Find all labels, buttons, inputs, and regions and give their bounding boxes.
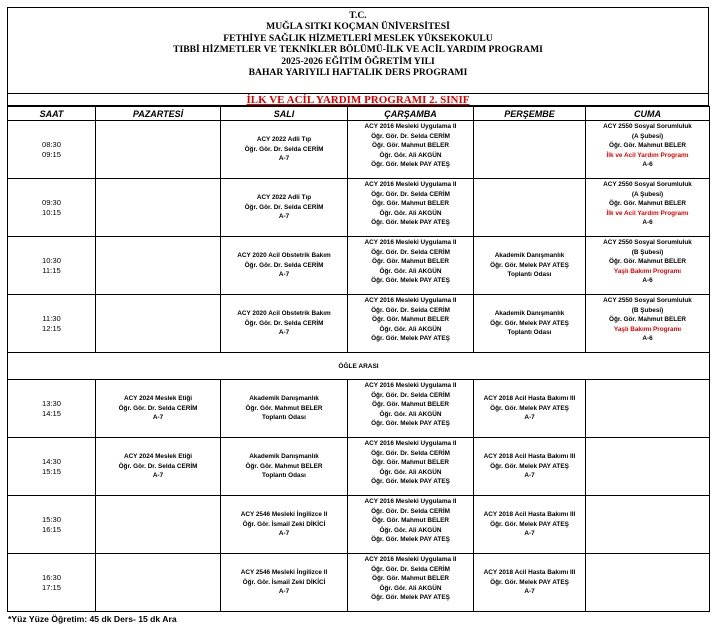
course-name: ACY 2550 Sosyal Sorumluluk [603,239,692,246]
course-detail: Öğr. Gör. Melek PAY ATEŞ [371,536,450,544]
course-detail: Öğr. Gör. Mahmut BELER [371,401,450,409]
course-detail: Öğr. Gör. Ali AKGÜN [379,584,442,592]
course-detail: A-6 [642,219,653,227]
class-cell-thursday [474,121,586,179]
course-detail: Öğr. Gör. Dr. Selda CERİM [371,507,450,515]
academic-year: 2025-2026 EĞİTİM ÖĞRETİM YILI [281,55,435,67]
course-name: Akademik Danışmanlık [249,395,319,403]
department-name: TIBBİ HİZMETLER VE TEKNİKLER BÖLÜMÜ-İLK VE ACİL YARDIM PROGRAMI [173,44,543,56]
footnote: *Yüz Yüze Öğretim: 45 dk Ders- 15 dk Ara [8,614,177,624]
program-title: İLK VE ACİL YARDIM PROGRAMI 2. SINIF [7,93,709,106]
course-detail: Öğr. Gör. Ali AKGÜN [379,325,442,333]
class-cell-thursday [474,295,586,353]
lunch-break-row [8,353,710,380]
course-detail: A-6 [642,335,653,343]
course-detail: Öğr. Gör. Mahmut BELER [245,462,323,470]
class-cell-thursday [474,237,586,295]
course-detail: Öğr. Gör. Melek PAY ATEŞ [490,578,569,586]
class-cell-thursday [474,496,586,554]
class-cell-tuesday [221,295,348,353]
course-detail: Öğr. Gör. Melek PAY ATEŞ [371,335,450,343]
course-detail: A-7 [278,329,290,337]
course-detail: Öğr. Gör. Mahmut BELER [371,316,450,324]
end-time: 10:15 [41,207,61,217]
start-time: 15:30 [41,514,61,524]
course-detail: Öğr. Gör. Dr. Selda CERİM [371,248,450,256]
course-detail: A-7 [278,155,290,163]
course-detail: Öğr. Gör. Dr. Selda CERİM [244,261,324,269]
school-name: FETHİYE SAĞLIK HİZMETLERİ MESLEK YÜKSEKOKULU [223,32,493,44]
time-slot-row [8,554,710,612]
class-cell-monday [96,179,221,237]
class-cell-wednesday [348,295,474,353]
course-detail: (B Şubesi) [631,248,664,256]
course-detail: Öğr. Gör. Melek PAY ATEŞ [490,261,569,269]
course-name: ACY 2016 Mesleki Uygulama II [364,181,457,188]
course-detail: Öğr. Gör. Dr. Selda CERİM [371,449,450,457]
class-cell-friday [586,179,710,237]
col-header-time: SAAT [8,107,96,121]
course-name: ACY 2020 Acil Obstetrik Bakım [237,252,331,260]
class-cell-tuesday [221,554,348,612]
time-cell [8,237,96,295]
university-name: MUĞLA SITKI KOÇMAN ÜNİVERSİTESİ [266,21,450,33]
course-detail: Öğr. Gör. Ali AKGÜN [379,526,442,534]
class-cell-thursday [474,380,586,438]
class-cell-thursday [474,554,586,612]
time-cell [8,380,96,438]
time-slot-row [8,237,710,295]
course-detail: Öğr. Gör. Ali AKGÜN [379,267,442,275]
course-detail: Öğr. Gör. Melek PAY ATEŞ [371,594,450,602]
class-cell-monday [96,237,221,295]
header-line: T.C. [349,10,367,21]
class-cell-friday [586,237,710,295]
course-detail: Toplantı Odası [262,472,306,480]
course-detail: Öğr. Gör. Melek PAY ATEŞ [371,161,450,169]
time-cell [8,295,96,353]
time-slot-row [8,121,710,179]
course-name: ACY 2016 Mesleki Uygulama II [364,440,457,447]
time-cell [8,438,96,496]
class-cell-friday [586,438,710,496]
start-time: 14:30 [41,456,61,466]
course-name: ACY 2550 Sosyal Sorumluluk [603,181,692,188]
schedule-title: BAHAR YARIYILI HAFTALIK DERS PROGRAMI [248,67,468,79]
course-detail: Öğr. Gör. Dr. Selda CERİM [244,145,324,153]
schedule-table [7,106,710,612]
course-name: ACY 2550 Sosyal Sorumluluk [603,123,692,130]
course-detail: A-6 [642,161,653,169]
course-detail: A-6 [642,277,653,285]
course-detail: (A Şubesi) [631,190,664,198]
course-detail: Öğr. Gör. Mahmut BELER [245,404,323,412]
course-detail: Öğr. Gör. Melek PAY ATEŞ [490,319,569,327]
course-detail: Öğr. Gör. Ali AKGÜN [379,209,442,217]
course-name: ACY 2020 Acil Obstetrik Bakım [237,310,331,318]
course-detail: Öğr. Gör. Melek PAY ATEŞ [490,462,569,470]
course-detail: Öğr. Gör. Mahmut BELER [371,517,450,525]
course-name: ACY 2024 Meslek Etiği [123,453,193,461]
end-time: 16:15 [41,524,61,534]
col-header-monday: PAZARTESİ [96,107,221,121]
course-name: ACY 2022 Adli Tıp [256,194,312,202]
course-name: ACY 2016 Mesleki Uygulama II [364,382,457,389]
col-header-tuesday: SALI [221,107,348,121]
schedule-sheet [7,7,709,626]
class-cell-wednesday [348,237,474,295]
course-name: ACY 2550 Sosyal Sorumluluk [603,297,692,304]
end-time: 14:15 [41,408,61,418]
class-cell-tuesday [221,237,348,295]
class-cell-tuesday [221,380,348,438]
time-slot-row [8,438,710,496]
course-detail: Öğr. Gör. Mahmut BELER [371,142,450,150]
course-detail: Öğr. Gör. Melek PAY ATEŞ [490,404,569,412]
course-name: Akademik Danışmanlık [494,252,565,260]
time-slot-row [8,380,710,438]
course-detail: Öğr. Gör. Mahmut BELER [608,200,687,208]
course-detail: (B Şubesi) [631,306,664,314]
class-cell-tuesday [221,496,348,554]
class-cell-friday [586,554,710,612]
class-cell-tuesday [221,121,348,179]
class-cell-monday [96,295,221,353]
class-cell-wednesday [348,438,474,496]
class-cell-monday [96,496,221,554]
class-cell-friday [586,496,710,554]
course-name: ACY 2024 Meslek Etiği [123,395,193,403]
class-cell-monday [96,121,221,179]
course-detail: Öğr. Gör. Melek PAY ATEŞ [371,277,450,285]
start-time: 09:30 [41,197,61,207]
course-detail: Öğr. Gör. Dr. Selda CERİM [371,132,450,140]
course-detail: Toplantı Odası [507,271,552,279]
course-detail: Öğr. Gör. Dr. Selda CERİM [371,565,450,573]
end-time: 09:15 [41,149,61,159]
col-header-friday: CUMA [586,107,710,121]
class-cell-friday [586,121,710,179]
course-detail: Öğr. Gör. Ali AKGÜN [379,468,442,476]
time-cell [8,554,96,612]
course-name: ACY 2016 Mesleki Uygulama II [364,239,457,246]
start-time: 16:30 [41,572,61,582]
course-detail: Öğr. Gör. Mahmut BELER [608,316,687,324]
course-detail: Toplantı Odası [262,414,306,422]
class-cell-friday [586,380,710,438]
class-cell-wednesday [348,179,474,237]
start-time: 08:30 [41,139,61,149]
time-slot-row [8,179,710,237]
course-name: ACY 2016 Mesleki Uygulama II [364,123,457,130]
course-detail: Öğr. Gör. Dr. Selda CERİM [118,404,198,412]
course-detail: Öğr. Gör. Ali AKGÜN [379,410,442,418]
course-detail: A-7 [524,414,535,422]
course-detail: A-7 [278,530,290,538]
class-cell-tuesday [221,179,348,237]
course-detail: Öğr. Gör. Mahmut BELER [371,258,450,266]
class-cell-wednesday [348,554,474,612]
course-detail: Öğr. Gör. Dr. Selda CERİM [244,203,324,211]
course-detail: Öğr. Gör. Mahmut BELER [371,459,450,467]
course-detail: A-7 [152,472,164,480]
course-detail: Öğr. Gör. Melek PAY ATEŞ [490,520,569,528]
course-name: ACY 2018 Acil Hasta Bakımı III [483,395,576,403]
course-name: ACY 2546 Mesleki İngilizce II [240,511,328,519]
class-cell-friday [586,295,710,353]
end-time: 15:15 [41,466,61,476]
time-slot-row [8,295,710,353]
course-detail: Öğr. Gör. Mahmut BELER [371,575,450,583]
course-detail: Öğr. Gör. İsmail Zeki DİKİCİ [242,520,326,528]
lunch-break: ÖĞLE ARASI [8,353,710,380]
course-detail: A-7 [278,213,290,221]
course-detail: A-7 [524,530,535,538]
course-detail: Öğr. Gör. Dr. Selda CERİM [118,462,198,470]
course-name: Akademik Danışmanlık [249,453,319,461]
course-name: ACY 2016 Mesleki Uygulama II [364,556,457,563]
course-detail: Yaşlı Bakımı Programı [613,267,682,275]
course-detail: İlk ve Acil Yardım Programı [606,209,689,217]
course-detail: Öğr. Gör. Melek PAY ATEŞ [371,478,450,486]
time-cell [8,179,96,237]
course-detail: Öğr. Gör. Dr. Selda CERİM [371,190,450,198]
class-cell-wednesday [348,121,474,179]
course-detail: Öğr. Gör. Dr. Selda CERİM [371,306,450,314]
course-detail: A-7 [524,472,535,480]
course-detail: Öğr. Gör. İsmail Zeki DİKİCİ [242,578,326,586]
class-cell-wednesday [348,380,474,438]
course-detail: Öğr. Gör. Melek PAY ATEŞ [371,420,450,428]
class-cell-monday [96,380,221,438]
col-header-wednesday: ÇARŞAMBA [348,107,474,121]
course-name: ACY 2546 Mesleki İngilizce II [240,569,328,577]
class-cell-monday [96,438,221,496]
course-name: ACY 2016 Mesleki Uygulama II [364,498,457,505]
course-detail: Öğr. Gör. Dr. Selda CERİM [371,391,450,399]
course-detail: Öğr. Gör. Mahmut BELER [608,258,687,266]
course-detail: Yaşlı Bakımı Programı [613,325,682,333]
course-name: ACY 2018 Acil Hasta Bakımı III [483,453,576,461]
course-name: Akademik Danışmanlık [494,310,565,318]
course-detail: Öğr. Gör. Mahmut BELER [371,200,450,208]
course-detail: Toplantı Odası [507,329,552,337]
end-time: 12:15 [41,323,61,333]
course-detail: A-7 [152,414,164,422]
start-time: 10:30 [41,255,61,265]
class-cell-monday [96,554,221,612]
course-detail: Öğr. Gör. Ali AKGÜN [379,151,442,159]
course-name: ACY 2022 Adli Tıp [256,136,312,144]
column-header-row [8,107,710,121]
end-time: 11:15 [42,265,61,275]
course-name: ACY 2016 Mesleki Uygulama II [364,297,457,304]
col-header-thursday: PERŞEMBE [474,107,586,121]
course-detail: İlk ve Acil Yardım Programı [606,151,689,159]
course-detail: A-7 [278,588,290,596]
course-detail: Öğr. Gör. Mahmut BELER [608,142,687,150]
end-time: 17:15 [41,582,61,592]
class-cell-thursday [474,438,586,496]
course-detail: (A Şubesi) [631,132,664,140]
document-header [7,7,709,93]
start-time: 11:30 [42,313,61,323]
time-cell [8,121,96,179]
course-name: ACY 2018 Acil Hasta Bakımı III [483,511,576,519]
class-cell-thursday [474,179,586,237]
start-time: 13:30 [41,398,61,408]
schedule-body [8,121,710,612]
time-cell [8,496,96,554]
course-detail: A-7 [524,588,535,596]
time-slot-row [8,496,710,554]
course-detail: Öğr. Gör. Melek PAY ATEŞ [371,219,450,227]
course-name: ACY 2018 Acil Hasta Bakımı III [483,569,576,577]
course-detail: Öğr. Gör. Dr. Selda CERİM [244,319,324,327]
class-cell-tuesday [221,438,348,496]
course-detail: A-7 [278,271,290,279]
class-cell-wednesday [348,496,474,554]
